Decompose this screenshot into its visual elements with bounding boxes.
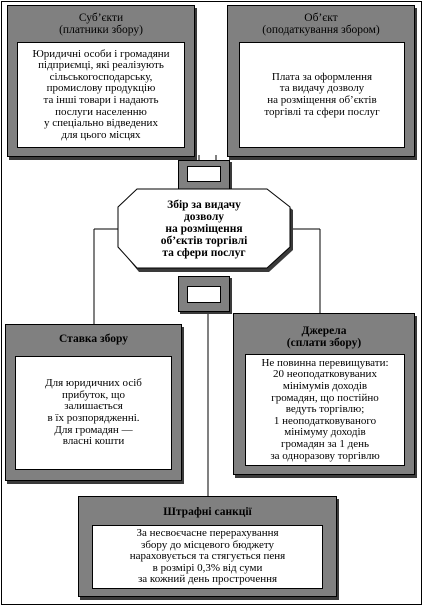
subjects-box (7, 5, 195, 157)
sources-title: Джерела (сплати збору) (286, 325, 362, 349)
top-connector (178, 160, 230, 190)
center-node (117, 188, 291, 270)
penalties-box (78, 496, 337, 597)
sources-text-panel (245, 354, 405, 466)
penalties-text: За несвоєчасне перерахування збору до місцевого бюджету нараховується та стягується пеня в розмірі 0,3% від суми за кожний день прострочення (129, 527, 286, 586)
top-connector-hole (187, 166, 221, 182)
object-text: Плата за оформлення та видачу дозволу на розміщення об’єктів торгівлі та сфери послуг (264, 70, 380, 118)
bottom-connector-hole (187, 286, 221, 303)
penalties-title: Штрафні санкції (163, 506, 252, 518)
object-box (227, 5, 415, 157)
penalties-text-panel (92, 525, 323, 589)
center-title: Збір за видачу дозволу на розміщення об’єктів торгівлі та сфери послуг (160, 199, 248, 259)
sources-box (233, 313, 415, 475)
subjects-text: Юридичні особи і громадяни підприємці, які реалізують сільськогосподарську, промислову продукцію та інші товари і надають послуги населенню у спеціально відведених для цього місцях (32, 47, 170, 141)
object-title: Об’єкт (оподаткування збором) (262, 12, 380, 36)
object-text-panel (239, 42, 405, 148)
subjects-text-panel (17, 42, 185, 148)
rate-box (5, 324, 182, 481)
bottom-connector (178, 276, 230, 312)
sources-text: Не повинна перевищувати: 20 неоподатковуваних мінімумів доходів громадян, що постійно ведуть торгівлю; 1 неоподатковуваного мінімуму доходів громадян за 1 день за одноразову торгівлю (261, 356, 389, 462)
rate-title: Ставка збору (59, 333, 128, 345)
subjects-title: Суб’єкти (платники збору) (59, 12, 143, 36)
rate-text: Для юридичних осіб прибуток, що залишається в їх розпорядженні. Для громадян — власні кошти (45, 377, 142, 448)
rate-text-panel (15, 356, 172, 470)
